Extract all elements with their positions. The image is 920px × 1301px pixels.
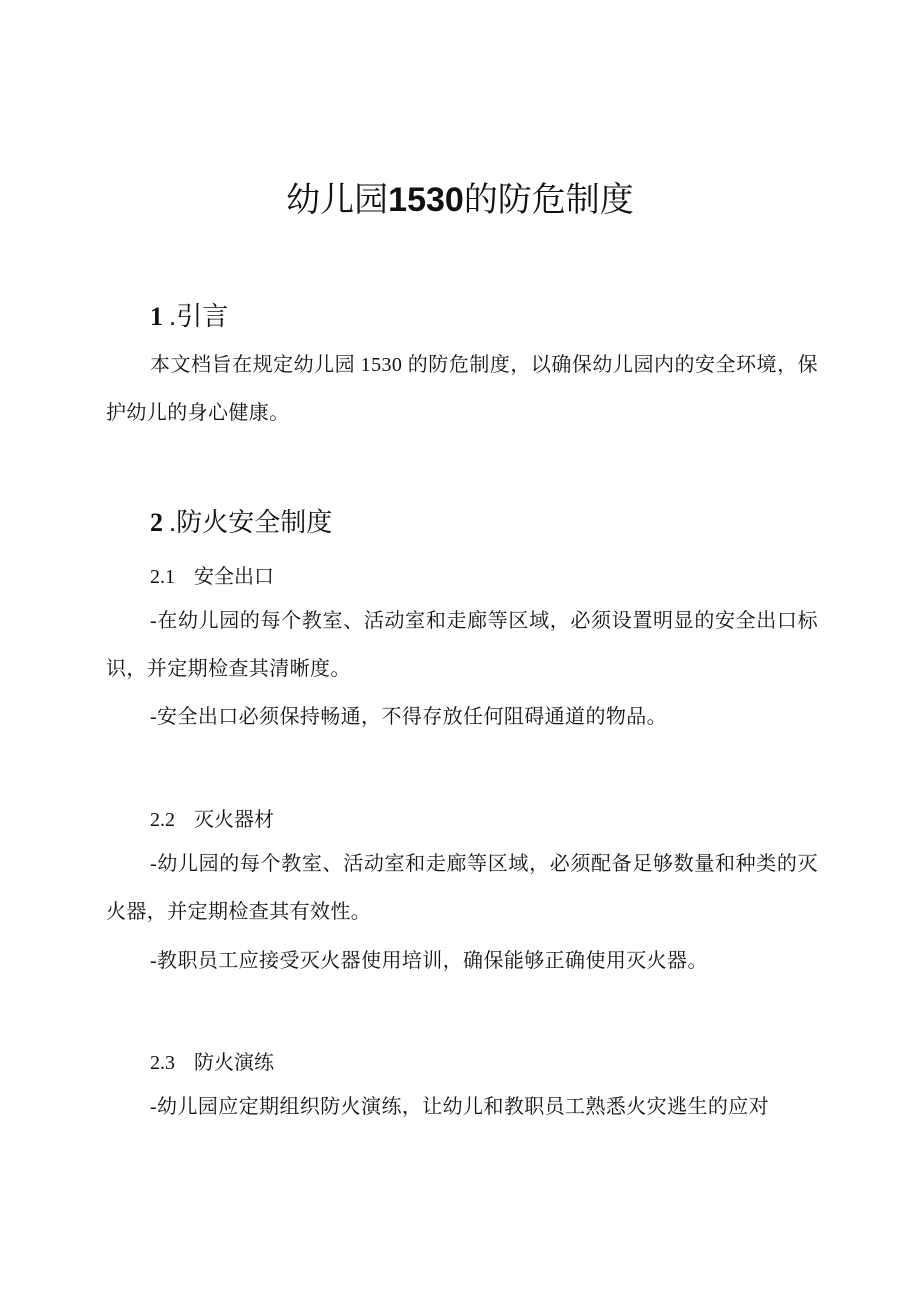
title-prefix: 幼儿园 <box>286 181 389 219</box>
section-1-title: .引言 <box>169 301 229 331</box>
section-2-title: .防火安全制度 <box>169 507 333 537</box>
subsection-2-1-paragraph-1: -在幼儿园的每个教室、活动室和走廊等区域，必须设置明显的安全出口标识，并定期检查其清晰度。 <box>106 610 818 680</box>
subsection-2-1-number: 2.1 <box>150 566 175 588</box>
subsection-2-3-number: 2.3 <box>150 1052 175 1074</box>
section-1-number: 1 <box>150 302 163 331</box>
subsection-2-2-heading <box>150 803 274 832</box>
subsection-2-1-paragraph-2: -安全出口必须保持畅通，不得存放任何阻碍通道的物品。 <box>150 706 668 728</box>
section-2-number: 2 <box>150 508 163 537</box>
subsection-2-1-title: 安全出口 <box>194 566 274 588</box>
section-1-paragraph: 本文档旨在规定幼儿园 1530 的防危制度，以确保幼儿园内的安全环境，保护幼儿的身心健康。 <box>106 354 818 424</box>
section-1-heading <box>150 296 228 333</box>
subsection-2-3-heading <box>150 1046 274 1075</box>
subsection-2-1-heading <box>150 560 274 589</box>
subsection-2-2-number: 2.2 <box>150 809 175 831</box>
title-number: 1530 <box>388 181 464 219</box>
section-2-heading <box>150 502 332 539</box>
subsection-2-2-paragraph-2: -教职员工应接受灭火器使用培训，确保能够正确使用灭火器。 <box>150 950 708 972</box>
title-suffix: 的防危制度 <box>463 181 634 219</box>
subsection-2-2-paragraph-1: -幼儿园的每个教室、活动室和走廊等区域，必须配备足够数量和种类的灭火器，并定期检查其有效性。 <box>106 853 818 923</box>
subsection-2-3-paragraph-1: -幼儿园应定期组织防火演练，让幼儿和教职员工熟悉火灾逃生的应对 <box>150 1096 770 1118</box>
document-title <box>0 172 920 221</box>
subsection-2-3-title: 防火演练 <box>194 1052 274 1074</box>
subsection-2-2-title: 灭火器材 <box>194 809 274 831</box>
